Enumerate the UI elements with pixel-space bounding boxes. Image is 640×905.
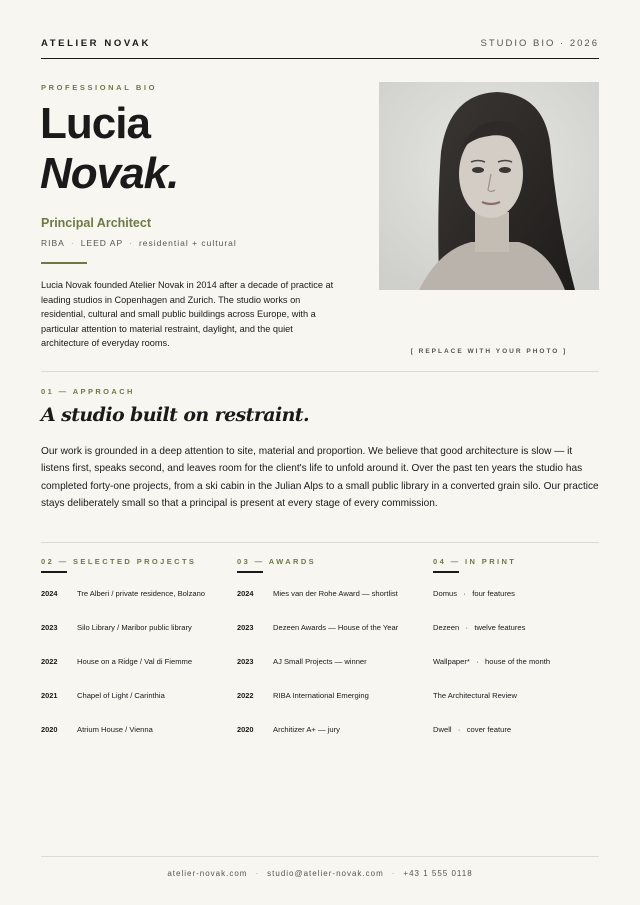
press-label: 04 — IN PRINT [433, 557, 517, 566]
header [41, 36, 599, 59]
press-column [433, 557, 608, 734]
award-year: 2022 [237, 691, 254, 700]
accent-rule [41, 262, 87, 264]
credential-item: LEED AP [80, 238, 124, 248]
credential-item: residential + cultural [138, 238, 237, 248]
award-year: 2020 [237, 725, 254, 734]
first-name-heading: Lucia [40, 99, 150, 148]
project-text: House on a Ridge / Val di Fiemme [77, 657, 193, 666]
award-text: Mies van der Rohe Award — shortlist [273, 589, 398, 598]
project-year: 2023 [41, 623, 58, 632]
portrait-photo [379, 82, 599, 290]
awards-label: 03 — AWARDS [237, 557, 317, 566]
credential-item: RIBA [41, 238, 65, 248]
brand-name: ATELIER NOVAK [41, 38, 151, 49]
email-link[interactable]: studio@atelier-novak.com [267, 869, 384, 878]
last-name-heading: Novak. [40, 149, 179, 198]
section-divider [41, 371, 599, 372]
project-year: 2021 [41, 691, 58, 700]
award-text: AJ Small Projects — winner [273, 657, 367, 666]
project-year: 2022 [41, 657, 58, 666]
intro-paragraph: Lucia Novak founded Atelier Novak in 2014 after a decade of practice at leading studios in Copenhagen and Zurich. The studio works on residential, cultural and small public buildings across Europe, with a particular attention to material restraint, daylight, and the quiet architecture of everyday rooms. [41, 280, 334, 349]
project-text: Atrium House / Vienna [77, 725, 153, 734]
approach-label: 01 — APPROACH [41, 387, 135, 396]
footer-divider [41, 856, 599, 857]
projects-label: 02 — SELECTED PROJECTS [41, 557, 197, 566]
approach-paragraph: Our work is grounded in a deep attention to site, material and proportion. We believe that good architecture is slow — it listens first, speaks second, and leaves room for the client's life to unfold around it. Over the past ten years the studio has completed forty-one projects, from a ski cabin in the Julian Alps to a small public library in a converted grain silo. Our practice stays deliberately small so that a principal is present at every stage of every commission. [41, 446, 599, 509]
role-title: Principal Architect [41, 216, 151, 230]
press-text: The Architectural Review [433, 691, 517, 700]
column-rule [237, 571, 263, 573]
award-year: 2023 [237, 657, 254, 666]
project-text: Chapel of Light / Carinthia [77, 691, 165, 700]
credentials: RIBA · LEED AP · residential + cultural [41, 238, 237, 248]
footer: atelier-novak.com · studio@atelier-novak.com · +43 1 555 0118 [167, 869, 473, 878]
press-text: Wallpaper* · house of the month [433, 657, 551, 666]
column-rule [41, 571, 67, 573]
award-year: 2023 [237, 623, 254, 632]
eyebrow-label: PROFESSIONAL BIO [41, 83, 158, 92]
website-link[interactable]: atelier-novak.com [167, 869, 248, 878]
press-text: Domus · four features [433, 589, 515, 598]
project-year: 2024 [41, 589, 58, 598]
document-label: STUDIO BIO · 2026 [480, 38, 599, 49]
press-text: Dezeen · twelve features [433, 623, 526, 632]
award-text: Dezeen Awards — House of the Year [273, 623, 399, 632]
project-text: Tre Alberi / private residence, Bolzano [77, 589, 206, 598]
column-rule [433, 571, 459, 573]
section-divider [41, 542, 599, 543]
project-text: Silo Library / Maribor public library [77, 623, 192, 632]
photo-caption: [ REPLACE WITH YOUR PHOTO ] [410, 348, 568, 355]
phone-number[interactable]: +43 1 555 0118 [403, 869, 473, 878]
press-text: Dwell · cover feature [433, 725, 512, 734]
award-text: Architizer A+ — jury [273, 725, 340, 734]
approach-title: A studio built on restraint. [41, 404, 309, 426]
award-text: RIBA International Emerging [273, 691, 369, 700]
projects-column [41, 557, 216, 734]
project-year: 2020 [41, 725, 58, 734]
awards-column [237, 557, 412, 734]
award-year: 2024 [237, 589, 254, 598]
